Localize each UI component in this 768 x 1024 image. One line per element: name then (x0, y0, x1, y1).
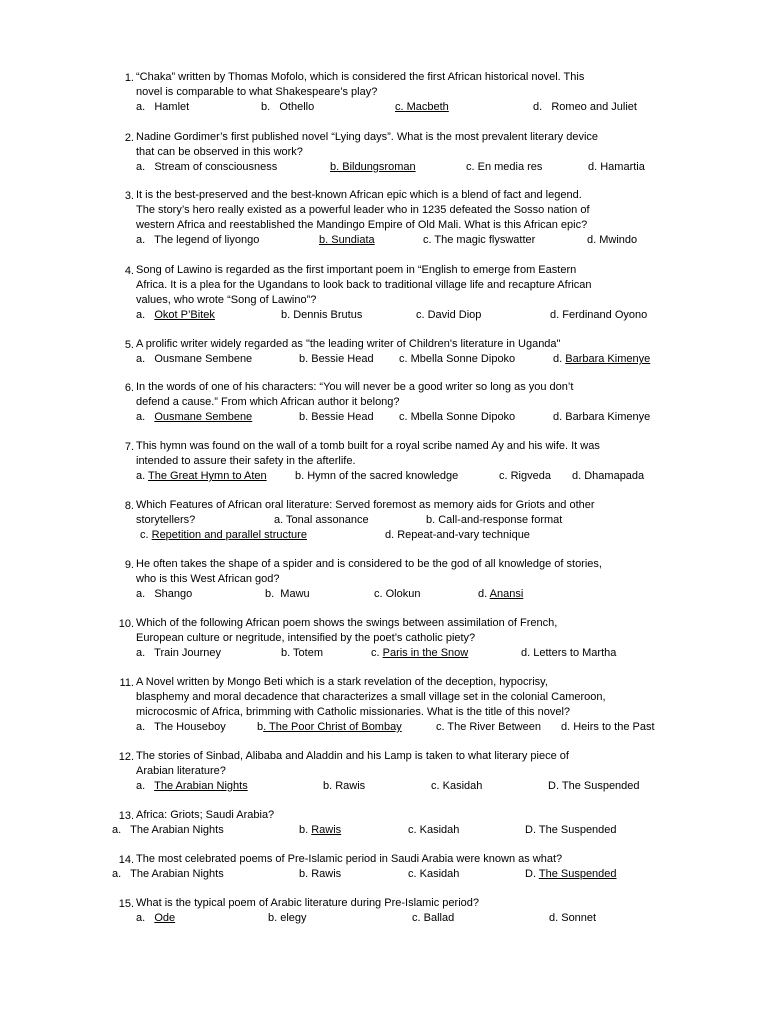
option-text: Romeo and Juliet (551, 101, 637, 113)
option-prefix: c. (374, 588, 386, 600)
option-text: c. Kasidah (408, 868, 460, 880)
question-text-line: What is the typical poem of Arabic literature during Pre-Islamic period? (136, 897, 479, 909)
option-prefix: c. (140, 529, 152, 541)
option-prefix: c. (371, 647, 383, 659)
answer-option (416, 308, 481, 323)
answer-option-correct (395, 100, 449, 115)
question-number: 1. (124, 72, 134, 84)
answer-option (136, 513, 195, 528)
question-text-line: A Novel written by Mongo Beti which is a stark revelation of the deception, hypocrisy, (136, 676, 548, 688)
option-text: Anansi (489, 588, 524, 600)
option-text: Ousmane Sembene (154, 353, 253, 365)
answer-option (274, 513, 369, 528)
option-text: d. Heirs to the Past (561, 721, 655, 733)
option-text: c. The River Between (436, 721, 541, 733)
answer-option (399, 410, 515, 425)
answer-option (399, 352, 515, 367)
answer-option (281, 308, 362, 323)
question-text-line: European culture or negritude, intensified by the poet’s catholic piety? (136, 632, 476, 644)
option-prefix: a. (136, 721, 155, 733)
option-text: d. Repeat-and-vary technique (385, 529, 530, 541)
option-text: c. Mbella Sonne Dipoko (399, 353, 516, 365)
option-text: b. Bessie Head (299, 411, 374, 423)
question-number: 8. (124, 500, 134, 512)
option-text: Hamlet (154, 101, 190, 113)
question-number: 14. (118, 854, 134, 866)
question-number: 9. (124, 559, 134, 571)
option-text: Okot P’Bitek (154, 309, 215, 321)
question-number: 15. (118, 898, 134, 910)
option-prefix: a. (136, 309, 155, 321)
question-number: 11. (119, 677, 134, 689)
question-text-line: This hymn was found on the wall of a tomb built for a royal scribe named Ay and his wife. It was (136, 440, 600, 452)
option-text: d. Letters to Martha (521, 647, 617, 659)
answer-option (553, 410, 650, 425)
answer-option (561, 720, 655, 735)
option-text: . The Poor Christ of Bombay (263, 721, 402, 733)
answer-option (323, 779, 365, 794)
answer-option (112, 823, 224, 838)
answer-option (261, 100, 314, 115)
answer-option (295, 469, 458, 484)
answer-option (136, 720, 226, 735)
option-text: Olokun (385, 588, 421, 600)
answer-option (587, 233, 637, 248)
option-text: b. Rawis (299, 868, 342, 880)
question-text-line: It is the best-preserved and the best-known African epic which is a blend of fact and legend. (136, 189, 582, 201)
question-text-line: Which of the following African poem shows the swings between assimilation of French, (136, 617, 558, 629)
answer-option-correct (136, 911, 175, 926)
answer-option (423, 233, 535, 248)
answer-option-correct (525, 867, 617, 882)
answer-option-correct (257, 720, 402, 735)
question-text-line: The most celebrated poems of Pre-Islamic period in Saudi Arabia were known as what? (136, 853, 563, 865)
option-prefix: a. (136, 588, 155, 600)
answer-option (136, 233, 259, 248)
option-text: Rawis (311, 824, 342, 836)
question-text-line: In the words of one of his characters: “You will never be a good writer so long as you don’t (136, 381, 574, 393)
answer-option (499, 469, 551, 484)
question-text-line: blasphemy and moral decadence that characterizes a small village set in the colonial Cameroon, (136, 691, 606, 703)
option-text: c. Ballad (412, 912, 455, 924)
option-text: b. Totem (281, 647, 323, 659)
answer-option-correct (136, 308, 215, 323)
option-text: c. En media res (466, 161, 543, 173)
answer-option-correct (299, 823, 341, 838)
question-text-line: Arabian literature? (136, 765, 226, 777)
answer-option (426, 513, 562, 528)
option-text: d. Ferdinand Oyono (550, 309, 648, 321)
option-prefix: a. (136, 234, 155, 246)
answer-option (136, 646, 221, 661)
answer-option-correct (553, 352, 650, 367)
option-text: d. Dhamapada (572, 470, 645, 482)
option-text: b. Rawis (323, 780, 366, 792)
question-text-line: defend a cause.” From which African author it belong? (136, 396, 400, 408)
answer-option (436, 720, 541, 735)
option-prefix: a. (136, 353, 155, 365)
option-text: Ousmane Sembene (154, 411, 253, 423)
question-number: 7. (124, 441, 134, 453)
answer-option (525, 823, 617, 838)
answer-option (549, 911, 596, 926)
option-text: Paris in the Snow (382, 647, 469, 659)
question-text-line: Nadine Gordimer’s first published novel “Lying days”. What is the most prevalent literary device (136, 131, 598, 143)
option-text: c. Mbella Sonne Dipoko (399, 411, 516, 423)
answer-option (374, 587, 420, 602)
answer-option-correct (319, 233, 375, 248)
answer-option-correct (136, 469, 267, 484)
answer-option (431, 779, 482, 794)
option-text: D. The Suspended (525, 824, 617, 836)
answer-option (136, 352, 252, 367)
option-text: The Arabian Nights (154, 780, 248, 792)
answer-option (268, 911, 307, 926)
answer-option (136, 160, 277, 175)
answer-option (136, 587, 192, 602)
option-prefix: b. (265, 588, 281, 600)
option-text: b. Sundiata (319, 234, 375, 246)
answer-option (408, 823, 459, 838)
option-text: The Houseboy (154, 721, 226, 733)
answer-option (112, 867, 224, 882)
option-text: b. Hymn of the sacred knowledge (295, 470, 459, 482)
answer-option (265, 587, 310, 602)
answer-option (548, 779, 640, 794)
option-prefix: d. (553, 353, 566, 365)
answer-option-correct (136, 779, 248, 794)
question-text-line: Song of Lawino is regarded as the first important poem in “English to emerge from Eastern (136, 264, 577, 276)
question-text-line: western Africa and reestablished the Mandingo Empire of Old Mali. What is this African epic? (136, 219, 588, 231)
question-text-line: “Chaka” written by Thomas Mofolo, which is considered the first African historical novel. This (136, 71, 585, 83)
answer-option-correct (371, 646, 468, 661)
question-text-line: who is this West African god? (136, 573, 280, 585)
answer-option-correct (330, 160, 416, 175)
answer-option-correct (478, 587, 523, 602)
option-text: b. Bildungsroman (330, 161, 416, 173)
option-text: Barbara Kimenye (565, 353, 651, 365)
question-text-line: novel is comparable to what Shakespeare’s play? (136, 86, 378, 98)
question-number: 12. (118, 751, 134, 763)
question-number: 4. (124, 265, 134, 277)
option-text: c. Kasidah (431, 780, 483, 792)
question-text-line: microcosmic of Africa, brimming with Catholic missionaries. What is the title of this novel? (136, 706, 571, 718)
option-text: The legend of liyongo (154, 234, 260, 246)
question-number: 10. (118, 618, 134, 630)
option-text: Othello (279, 101, 315, 113)
question-text-line: Which Features of African oral literature: Served foremost as memory aids for Griots and other (136, 499, 595, 511)
answer-option (533, 100, 637, 115)
option-prefix: a. (136, 470, 149, 482)
question-text-line: The stories of Sinbad, Alibaba and Aladdin and his Lamp is taken to what literary piece of (136, 750, 569, 762)
option-text: d. Sonnet (549, 912, 597, 924)
option-text: Ode (154, 912, 176, 924)
option-text: c. The magic flyswatter (423, 234, 536, 246)
option-text: The Arabian Nights (130, 868, 224, 880)
question-text-line: that can be observed in this work? (136, 146, 303, 158)
option-text: storytellers? (136, 514, 196, 526)
option-text: b. elegy (268, 912, 307, 924)
option-prefix: d. (533, 101, 552, 113)
option-prefix: a. (136, 780, 155, 792)
option-text: a. Tonal assonance (274, 514, 369, 526)
option-prefix: a. (136, 912, 155, 924)
question-number: 3. (124, 190, 134, 202)
option-text: d. Barbara Kimenye (553, 411, 651, 423)
answer-option (550, 308, 647, 323)
answer-option (572, 469, 644, 484)
question-text-line: Africa: Griots; Saudi Arabia? (136, 809, 275, 821)
option-text: Mawu (280, 588, 310, 600)
option-text: d. Hamartia (588, 161, 645, 173)
option-text: Stream of consciousness (154, 161, 278, 173)
question-text-line: values, who wrote “Song of Lawino”? (136, 294, 317, 306)
question-number: 6. (124, 382, 134, 394)
option-text: Train Journey (154, 647, 221, 659)
option-text: c. Rigveda (499, 470, 551, 482)
question-number: 2. (124, 132, 134, 144)
option-prefix: b (257, 721, 264, 733)
option-text: D. The Suspended (548, 780, 640, 792)
option-prefix: b. (261, 101, 280, 113)
answer-option (281, 646, 323, 661)
option-text: c. Kasidah (408, 824, 460, 836)
answer-option (466, 160, 542, 175)
answer-option (385, 528, 530, 543)
question-number: 5. (124, 339, 134, 351)
question-text-line: intended to assure their safety in the afterlife. (136, 455, 356, 467)
answer-option (408, 867, 459, 882)
option-text: b. Bessie Head (299, 353, 374, 365)
option-prefix: a. (136, 411, 155, 423)
answer-option (299, 867, 341, 882)
answer-option (136, 100, 189, 115)
answer-option (588, 160, 645, 175)
option-prefix: a. (112, 824, 131, 836)
answer-option-correct (140, 528, 307, 543)
answer-option (299, 352, 374, 367)
option-prefix: d. (478, 588, 490, 600)
question-number: 13. (118, 810, 134, 822)
option-text: Shango (154, 588, 193, 600)
question-text-line: He often takes the shape of a spider and is considered to be the god of all knowledge of stories, (136, 558, 602, 570)
question-text-line: Africa. It is a plea for the Ugandans to look back to traditional village life and recapture African (136, 279, 592, 291)
question-text-line: A prolific writer widely regarded as "the leading writer of Children's literature in Uganda" (136, 338, 561, 350)
option-text: c. David Diop (416, 309, 482, 321)
answer-option-correct (136, 410, 252, 425)
option-prefix: b. (299, 824, 312, 836)
option-text: Repetition and parallel structure (151, 529, 307, 541)
answer-option (299, 410, 374, 425)
option-text: b. Dennis Brutus (281, 309, 363, 321)
option-text: The Suspended (538, 868, 617, 880)
answer-option (521, 646, 616, 661)
option-prefix: a. (136, 161, 155, 173)
question-text-line: The story’s hero really existed as a powerful leader who in 1235 defeated the Sosso nation of (136, 204, 590, 216)
option-text: The Great Hymn to Aten (148, 470, 267, 482)
option-text: d. Mwindo (587, 234, 638, 246)
option-text: c. Macbeth (395, 101, 449, 113)
answer-option (412, 911, 454, 926)
option-text: The Arabian Nights (130, 824, 224, 836)
option-prefix: a. (136, 101, 155, 113)
option-prefix: D. (525, 868, 539, 880)
option-prefix: a. (136, 647, 155, 659)
option-prefix: a. (112, 868, 131, 880)
option-text: b. Call-and-response format (426, 514, 563, 526)
